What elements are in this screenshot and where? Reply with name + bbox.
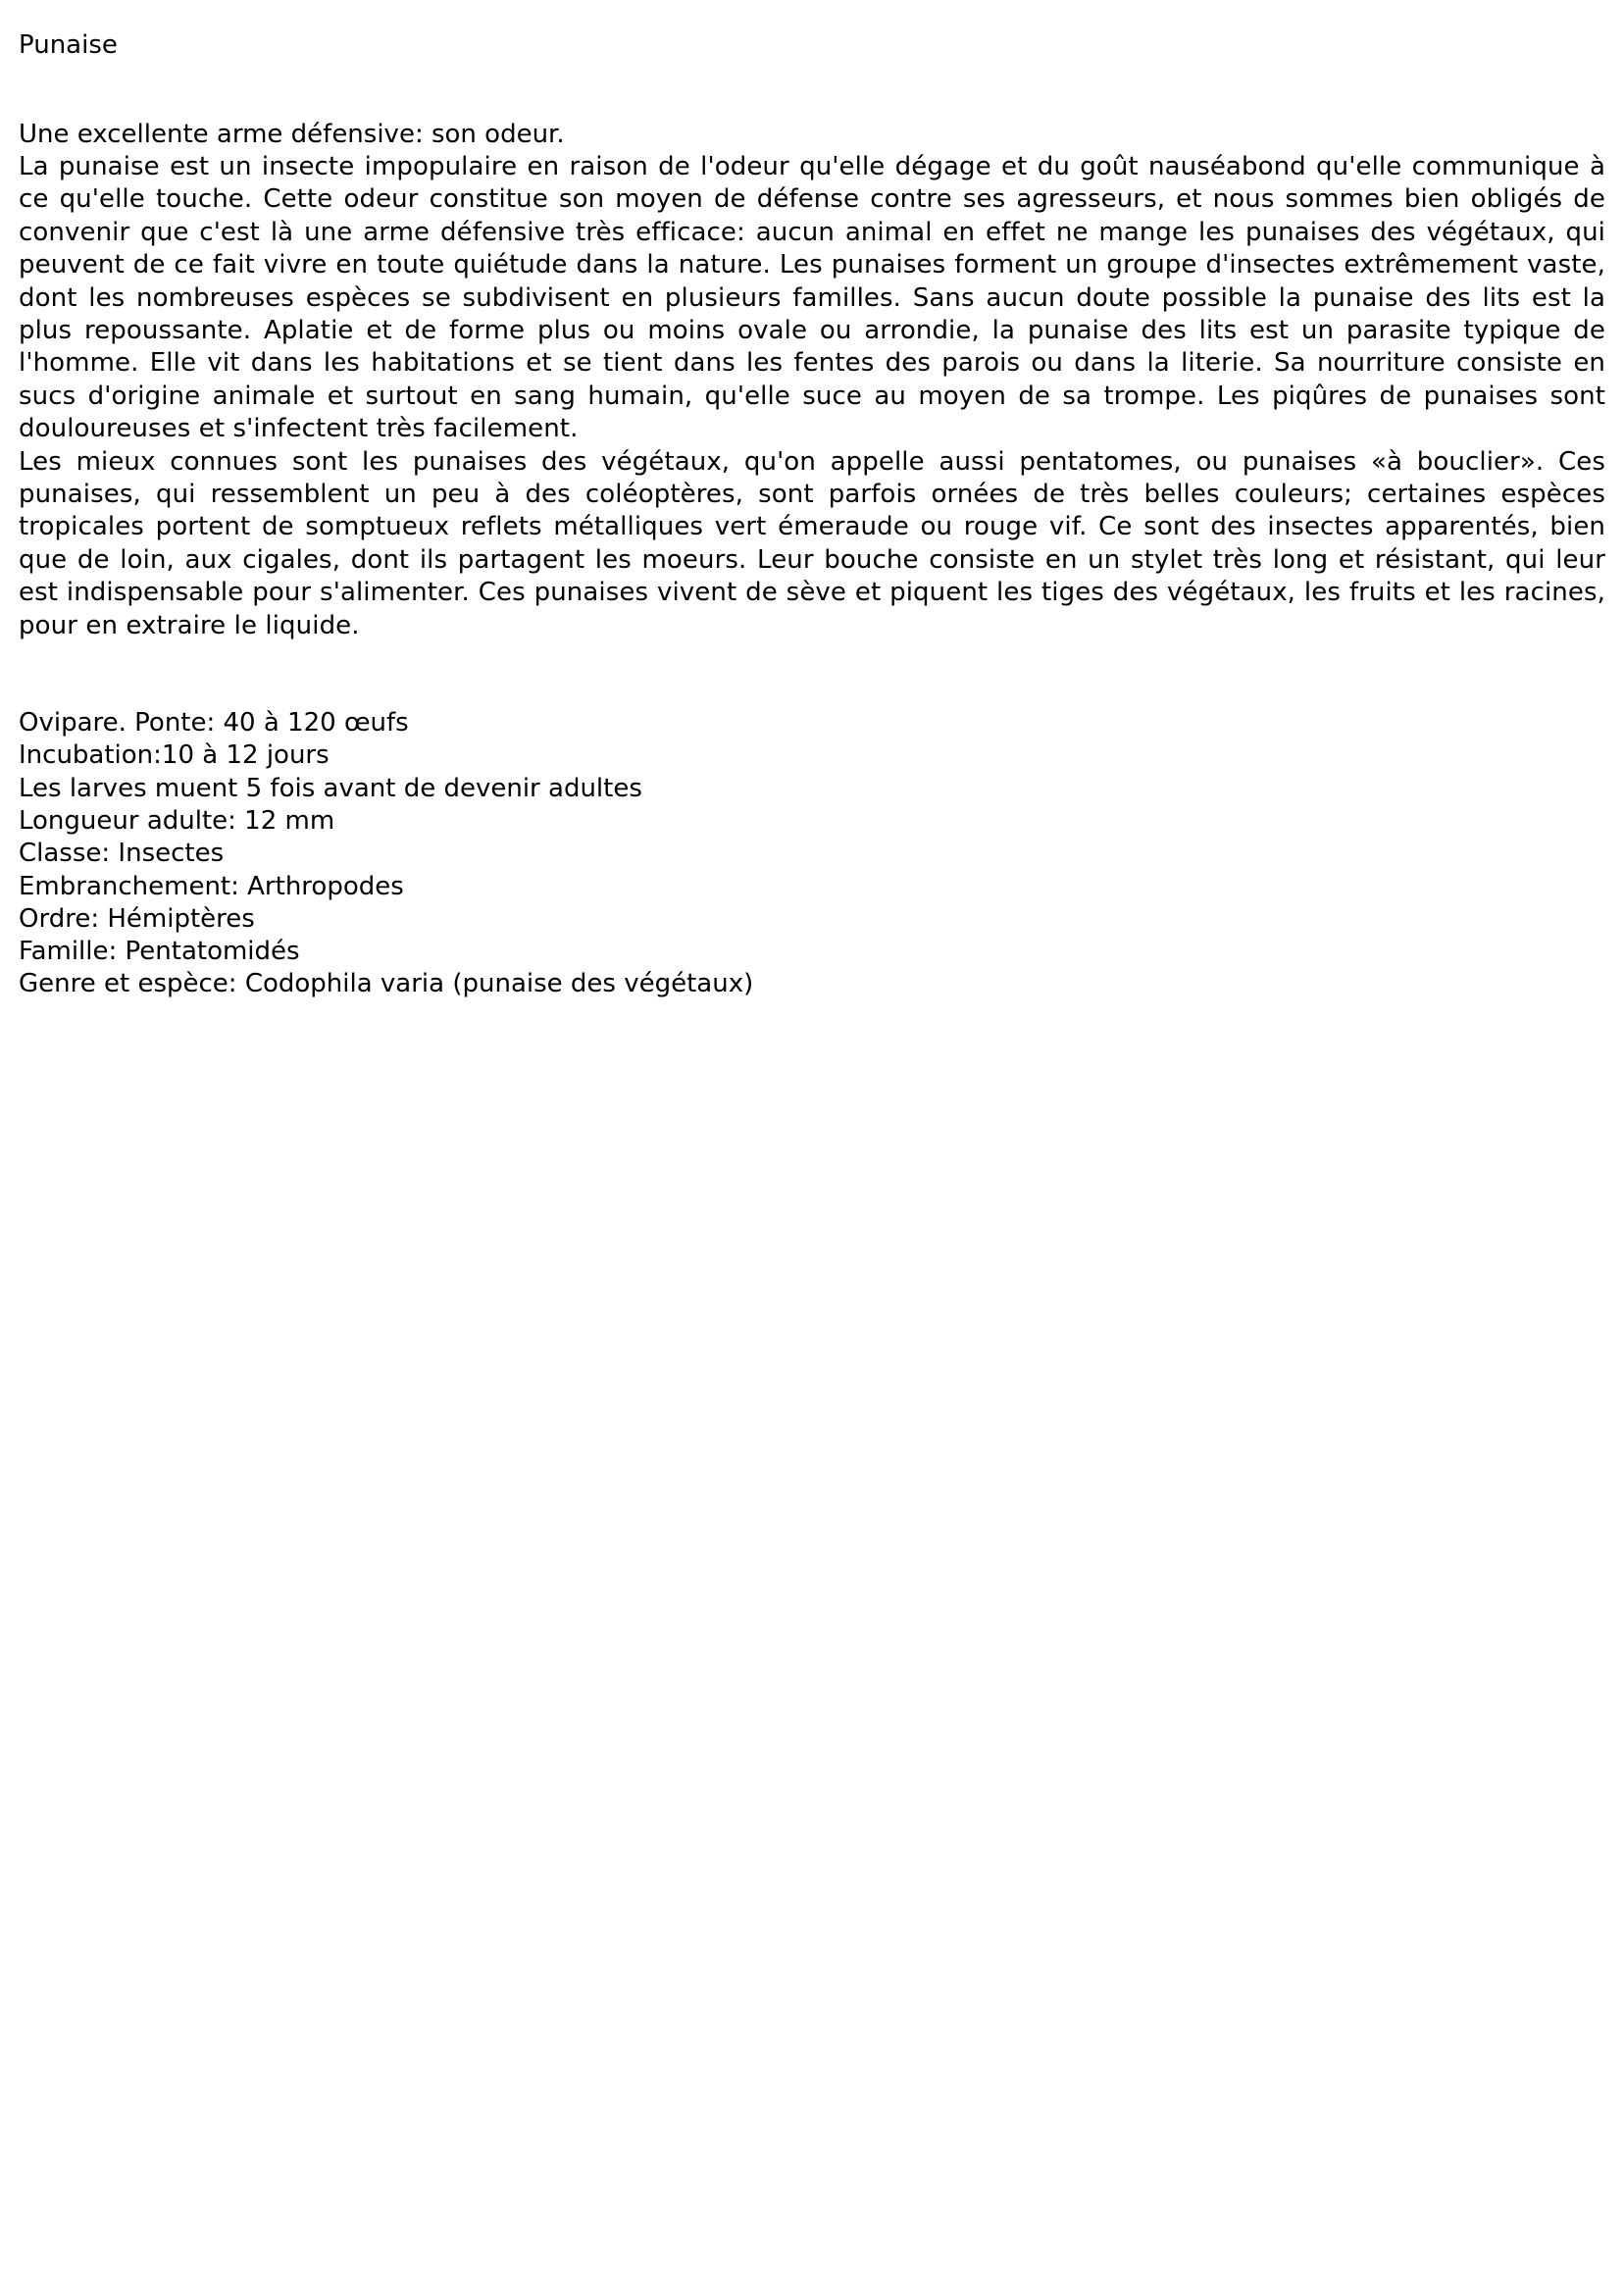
fact-family: Famille: Pentatomidés xyxy=(19,937,300,967)
fact-order: Ordre: Hémiptères xyxy=(19,903,255,934)
fact-reproduction: Ovipare. Ponte: 40 à 120 œufs xyxy=(19,708,409,739)
paragraph-punaise-description: La punaise est un insecte impopulaire en raison de l'odeur qu'elle dégage et du goût nauséabond qu'elle communique à ce qu'elle touche. Cette odeur constitue son moyen de défense contre ses agresseurs, et nous sommes bien obligés de convenir que c'est là une arme défensive très efficace: aucun animal en effet ne mange les punaises des végétaux, qui peuvent de ce fait vivre en toute quiétude dans la nature. Les punaises forment un groupe d'insectes extrêmement vaste, dont les nombreuses espèces se subdivisent en plusieurs familles. Sans aucun doute possible la punaise des lits est la plus repoussante. Aplatie et de forme plus ou moins ovale ou arrondie, la punaise des lits est un parasite typique de l'homme. Elle vit dans les habitations et se tient dans les fentes des parois ou dans la literie. Sa nourriture consiste en sucs d'origine animale et surtout en sang humain, qu'elle suce au moyen de sa trompe. Les piqûres de punaises sont douloureuses et s'infectent très facilement. xyxy=(19,152,1605,444)
facts-list xyxy=(19,707,1605,1001)
fact-length: Longueur adulte: 12 mm xyxy=(19,805,335,836)
fact-phylum: Embranchement: Arthropodes xyxy=(19,871,404,901)
paragraph-pentatomes: Les mieux connues sont les punaises des végétaux, qu'on appelle aussi pentatomes, ou punaises «à bouclier». Ces punaises, qui ressemblent un peu à des coléoptères, sont parfois ornées de très belles couleurs; certaines espèces tropicales portent de somptueux reflets métalliques vert émeraude ou rouge vif. Ce sont des insectes apparentés, bien que de loin, aux cigales, dont ils partagent les moeurs. Leur bouche consiste en un stylet très long et résistant, qui leur est indispensable pour s'alimenter. Ces punaises vivent de sève et piquent les tiges des végétaux, les fruits et les racines, pour en extraire le liquide. xyxy=(19,446,1605,640)
fact-incubation: Incubation:10 à 12 jours xyxy=(19,740,330,771)
fact-genus-species: Genre et espèce: Codophila varia (punaise des végétaux) xyxy=(19,969,754,999)
document-title: Punaise xyxy=(19,30,118,60)
document-subtitle: Une excellente arme défensive: son odeur. xyxy=(19,120,565,149)
document-page xyxy=(19,28,1605,1001)
fact-class: Classe: Insectes xyxy=(19,839,225,869)
fact-larvae: Les larves muent 5 fois avant de devenir adultes xyxy=(19,773,642,803)
